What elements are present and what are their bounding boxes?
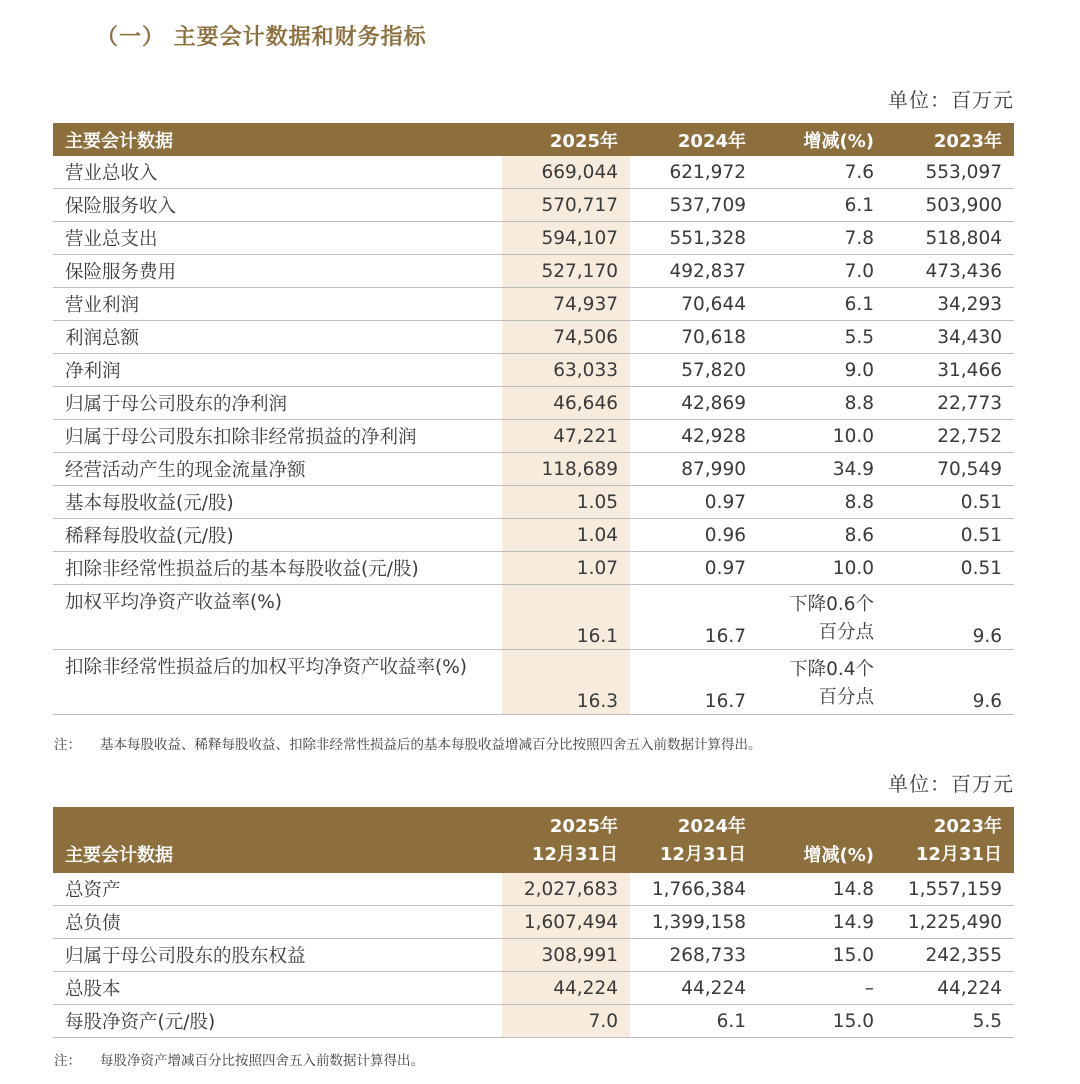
value-2024: 6.1 [630, 1005, 758, 1038]
header-2023: 2023年 12月31日 [886, 807, 1014, 873]
row-label: 营业总收入 [53, 156, 502, 189]
value-change: 8.6 [758, 519, 886, 552]
value-2024: 1,766,384 [630, 873, 758, 906]
value-change: 8.8 [758, 387, 886, 420]
value-2025: 63,033 [502, 354, 630, 387]
unit-label-1: 单位：百万元 [888, 88, 1014, 112]
change-line-1: 下降0.6个 [789, 594, 874, 615]
value-2024: 16.7 [630, 650, 758, 715]
value-2025: 16.1 [502, 585, 630, 650]
note-2-text: 每股净资产增减百分比按照四舍五入前数据计算得出。 [100, 1053, 424, 1069]
value-2025: 594,107 [502, 222, 630, 255]
row-label: 归属于母公司股东扣除非经常损益的净利润 [53, 420, 502, 453]
value-2025: 1.05 [502, 486, 630, 519]
note-1 [54, 733, 762, 753]
value-2024: 42,869 [630, 387, 758, 420]
table-row [53, 255, 1014, 288]
header-change: 增减(%) [758, 123, 886, 156]
table-row [53, 1005, 1014, 1038]
value-2024: 551,328 [630, 222, 758, 255]
row-label: 保险服务费用 [53, 255, 502, 288]
row-label: 加权平均净资产收益率(%) [53, 585, 502, 650]
value-2024: 44,224 [630, 972, 758, 1005]
row-label: 总资产 [53, 873, 502, 906]
value-change: 5.5 [758, 321, 886, 354]
row-label: 归属于母公司股东的净利润 [53, 387, 502, 420]
value-change: 10.0 [758, 420, 886, 453]
table-row [53, 486, 1014, 519]
table-row [53, 906, 1014, 939]
section-title: （一） 主要会计数据和财务指标 [96, 25, 427, 50]
header-2025: 2025年 12月31日 [502, 807, 630, 873]
value-2025: 308,991 [502, 939, 630, 972]
table-row [53, 939, 1014, 972]
value-change: 10.0 [758, 552, 886, 585]
row-label: 归属于母公司股东的股东权益 [53, 939, 502, 972]
value-2024: 0.97 [630, 486, 758, 519]
value-change: 7.8 [758, 222, 886, 255]
value-2025: 46,646 [502, 387, 630, 420]
row-label: 扣除非经常性损益后的加权平均净资产收益率(%) [53, 650, 502, 715]
value-2024: 537,709 [630, 189, 758, 222]
row-label: 利润总额 [53, 321, 502, 354]
table-row [53, 650, 1014, 715]
value-2023: 22,752 [886, 420, 1014, 453]
row-label: 总股本 [53, 972, 502, 1005]
table-row [53, 972, 1014, 1005]
value-2024: 70,618 [630, 321, 758, 354]
change-line-1: 下降0.4个 [789, 659, 874, 680]
value-2025: 7.0 [502, 1005, 630, 1038]
header-label: 主要会计数据 [53, 807, 502, 873]
value-change: 8.8 [758, 486, 886, 519]
table-row [53, 585, 1014, 650]
row-label: 营业总支出 [53, 222, 502, 255]
table-row [53, 387, 1014, 420]
value-2024: 492,837 [630, 255, 758, 288]
table-row [53, 189, 1014, 222]
income-table-header [53, 123, 1014, 156]
note-2-mark: 注： [54, 1053, 81, 1069]
row-label: 营业利润 [53, 288, 502, 321]
table-row [53, 156, 1014, 189]
value-2023: 242,355 [886, 939, 1014, 972]
change-line-2: 百分点 [818, 622, 874, 643]
value-2025: 74,937 [502, 288, 630, 321]
row-label: 基本每股收益(元/股) [53, 486, 502, 519]
value-2023: 473,436 [886, 255, 1014, 288]
value-2023: 70,549 [886, 453, 1014, 486]
value-2023: 1,225,490 [886, 906, 1014, 939]
row-label: 经营活动产生的现金流量净额 [53, 453, 502, 486]
value-2023: 0.51 [886, 486, 1014, 519]
note-2 [54, 1049, 424, 1069]
change-line-2: 百分点 [818, 687, 874, 708]
value-2025: 118,689 [502, 453, 630, 486]
value-change [758, 650, 886, 715]
value-2023: 31,466 [886, 354, 1014, 387]
value-2023: 9.6 [886, 585, 1014, 650]
value-2023: 9.6 [886, 650, 1014, 715]
value-2023: 518,804 [886, 222, 1014, 255]
table-row [53, 321, 1014, 354]
note-1-text: 基本每股收益、稀释每股收益、扣除非经常性损益后的基本每股收益增减百分比按照四舍五入前数据计算得出。 [100, 737, 762, 753]
row-label: 净利润 [53, 354, 502, 387]
unit-label-2: 单位：百万元 [888, 772, 1014, 796]
header-2025: 2025年 [502, 123, 630, 156]
value-2025: 16.3 [502, 650, 630, 715]
value-change: 6.1 [758, 288, 886, 321]
row-label: 保险服务收入 [53, 189, 502, 222]
value-2025: 1,607,494 [502, 906, 630, 939]
table-row [53, 420, 1014, 453]
value-2025: 669,044 [502, 156, 630, 189]
value-change: 15.0 [758, 1005, 886, 1038]
value-2023: 5.5 [886, 1005, 1014, 1038]
header-label: 主要会计数据 [53, 123, 502, 156]
value-2025: 1.04 [502, 519, 630, 552]
value-2023: 553,097 [886, 156, 1014, 189]
value-2025: 74,506 [502, 321, 630, 354]
value-2025: 570,717 [502, 189, 630, 222]
table-row [53, 354, 1014, 387]
row-label: 每股净资产(元/股) [53, 1005, 502, 1038]
value-2024: 57,820 [630, 354, 758, 387]
value-2023: 0.51 [886, 519, 1014, 552]
table-row [53, 222, 1014, 255]
value-change: 14.8 [758, 873, 886, 906]
value-change: 15.0 [758, 939, 886, 972]
value-change [758, 585, 886, 650]
value-2023: 503,900 [886, 189, 1014, 222]
value-2024: 268,733 [630, 939, 758, 972]
table-row [53, 519, 1014, 552]
value-change: – [758, 972, 886, 1005]
table-row [53, 453, 1014, 486]
value-2024: 70,644 [630, 288, 758, 321]
header-2023: 2023年 [886, 123, 1014, 156]
header-2024: 2024年 [630, 123, 758, 156]
header-change: 增减(%) [758, 807, 886, 873]
value-2023: 1,557,159 [886, 873, 1014, 906]
value-change: 7.0 [758, 255, 886, 288]
value-2025: 2,027,683 [502, 873, 630, 906]
value-2024: 621,972 [630, 156, 758, 189]
value-change: 34.9 [758, 453, 886, 486]
row-label: 稀释每股收益(元/股) [53, 519, 502, 552]
value-2024: 87,990 [630, 453, 758, 486]
value-2025: 1.07 [502, 552, 630, 585]
note-1-mark: 注： [54, 737, 81, 753]
value-change: 14.9 [758, 906, 886, 939]
value-change: 9.0 [758, 354, 886, 387]
value-2025: 44,224 [502, 972, 630, 1005]
value-change: 6.1 [758, 189, 886, 222]
value-2024: 0.96 [630, 519, 758, 552]
value-2024: 16.7 [630, 585, 758, 650]
value-2023: 34,293 [886, 288, 1014, 321]
value-change: 7.6 [758, 156, 886, 189]
value-2024: 0.97 [630, 552, 758, 585]
row-label: 扣除非经常性损益后的基本每股收益(元/股) [53, 552, 502, 585]
value-2023: 22,773 [886, 387, 1014, 420]
value-2024: 42,928 [630, 420, 758, 453]
row-label: 总负债 [53, 906, 502, 939]
value-2025: 527,170 [502, 255, 630, 288]
table-row [53, 288, 1014, 321]
table-row [53, 873, 1014, 906]
value-2025: 47,221 [502, 420, 630, 453]
balance-table [53, 807, 1014, 1038]
balance-table-header [53, 807, 1014, 873]
value-2023: 34,430 [886, 321, 1014, 354]
header-2024: 2024年 12月31日 [630, 807, 758, 873]
table-row [53, 552, 1014, 585]
value-2023: 44,224 [886, 972, 1014, 1005]
income-table [53, 123, 1014, 715]
value-2023: 0.51 [886, 552, 1014, 585]
value-2024: 1,399,158 [630, 906, 758, 939]
